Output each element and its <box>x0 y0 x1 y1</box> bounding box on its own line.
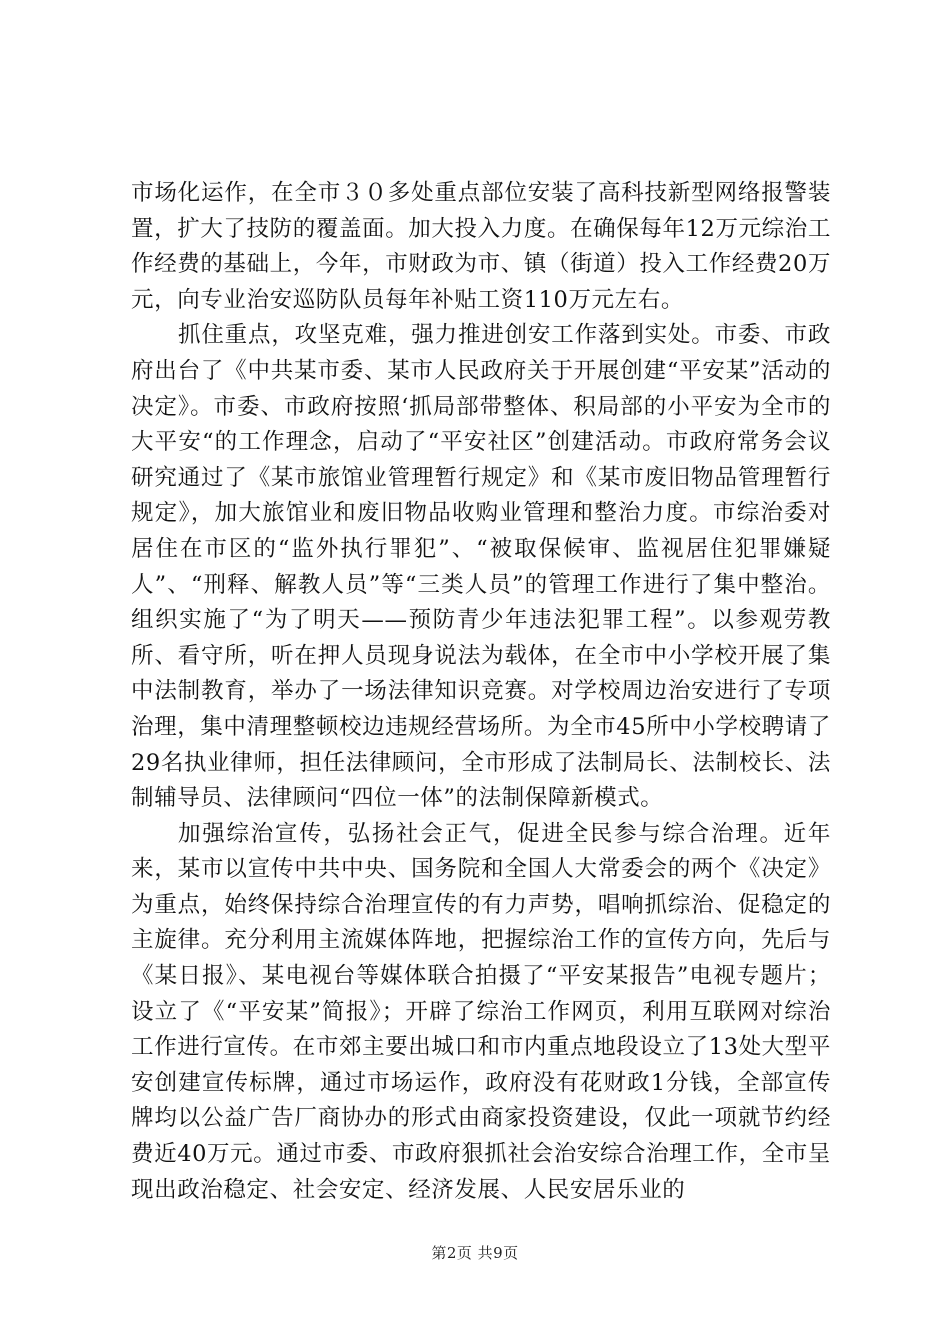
paragraph-key-work: 抓住重点，攻坚克难，强力推进创安工作落到实处。市委、市政府出台了《中共某市委、某市人民政府关于开展创建“平安某”活动的决定》。市委、市政府按照‘抓局部带整体、积局部的小平安为全市的大平安“的工作理念，启动了“平安社区”创建活动。市政府常务会议研究通过了《某市旅馆业管理暂行规定》和《某市废旧物品管理暂行规定》，加大旅馆业和废旧物品收购业管理和整治力度。市综治委对居住在市区的“监外执行罪犯”、“被取保候审、监视居住犯罪嫌疑人”、“刑释、解教人员”等“三类人员”的管理工作进行了集中整治。组织实施了“为了明天——预防青少年违法犯罪工程”。以参观劳教所、看守所，听在押人员现身说法为载体，在全市中小学校开展了集中法制教育，举办了一场法律知识竞赛。对学校周边治安进行了专项治理，集中清理整顿校边违规经营场所。为全市45所中小学校聘请了29名执业律师，担任法律顾问，全市形成了法制局长、法制校长、法制辅导员、法律顾问“四位一体”的法制保障新模式。 <box>131 322 831 812</box>
document-body <box>131 176 831 1208</box>
page-number-footer: 第2页 共9页 <box>431 1244 519 1262</box>
paragraph-funding: 市场化运作，在全市３０多处重点部位安装了高科技新型网络报警装置，扩大了技防的覆盖面。加大投入力度。在确保每年12万元综治工作经费的基础上，今年，市财政为市、镇（街道）投入工作经费20万元，向专业治安巡防队员每年补贴工资110万元左右。 <box>131 180 831 313</box>
paragraph-publicity: 加强综治宣传，弘扬社会正气，促进全民参与综合治理。近年来，某市以宣传中共中央、国务院和全国人大常委会的两个《决定》为重点，始终保持综合治理宣传的有力声势，唱响抓综治、促稳定的主旋律。充分利用主流媒体阵地，把握综治工作的宣传方向，先后与《某日报》、某电视台等媒体联合拍摄了“平安某报告”电视专题片；设立了《“平安某”简报》；开辟了综治工作网页，利用互联网对综治工作进行宣传。在市郊主要出城口和市内重点地段设立了13处大型平安创建宣传标牌，通过市场运作，政府没有花财政1分钱，全部宣传牌均以公益广告厂商协办的形式由商家投资建设，仅此一项就节约经费近40万元。通过市委、市政府狠抓社会治安综合治理工作，全市呈现出政治稳定、社会安定、经济发展、人民安居乐业的 <box>131 820 831 1203</box>
